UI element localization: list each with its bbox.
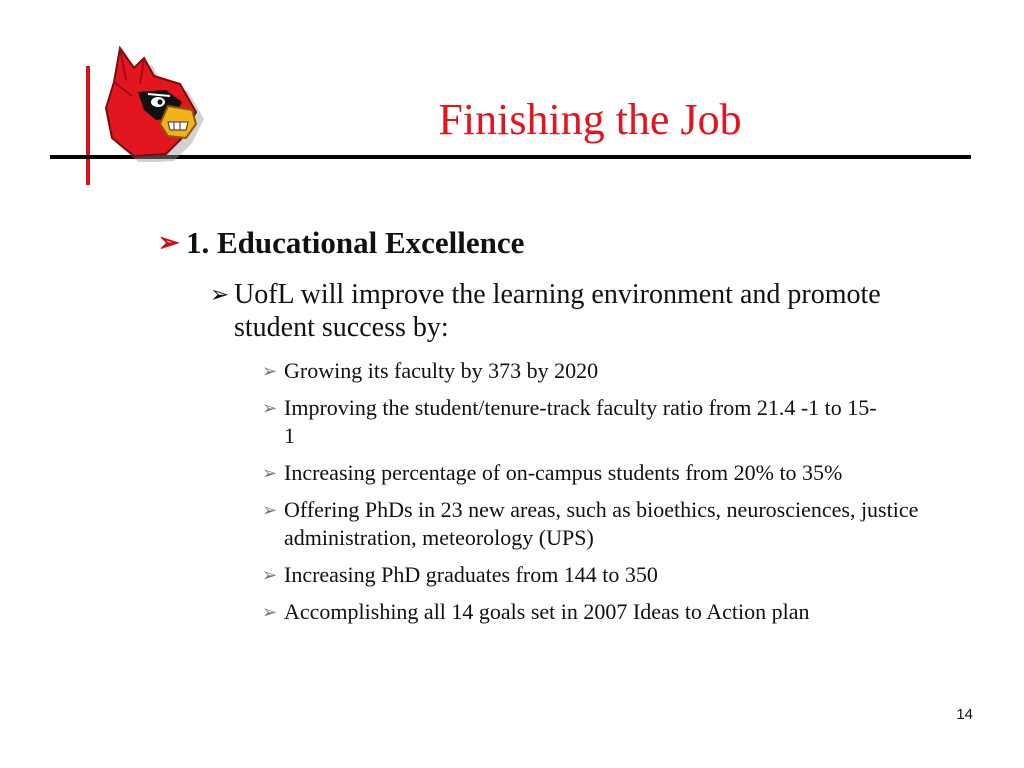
arrow-bullet-icon: ➢ <box>262 361 278 381</box>
arrow-bullet-icon: ➢ <box>262 602 278 622</box>
list-item-text: Accomplishing all 14 goals set in 2007 Ideas to Action plan <box>284 599 810 624</box>
page-number: 14 <box>956 706 973 723</box>
list-item-text: Offering PhDs in 23 new areas, such as bioethics, neurosciences, justice administration, meteorology (UPS) <box>284 497 919 550</box>
list-item <box>262 496 962 552</box>
arrow-bullet-icon: ➢ <box>210 282 230 307</box>
vertical-accent-rule <box>86 66 90 185</box>
list-item-text: Increasing percentage of on-campus students from 20% to 35% <box>284 460 843 485</box>
list-item-text: Improving the student/tenure-track faculty ratio from 21.4 -1 to 15-1 <box>284 395 877 448</box>
arrow-bullet-icon: ➢ <box>262 565 278 585</box>
cardinal-bird-logo-icon <box>96 40 206 162</box>
outline-level3-list <box>262 357 962 635</box>
arrow-bullet-icon: ➢ <box>158 228 180 257</box>
outline-level1-item <box>158 224 524 262</box>
list-item <box>262 394 962 450</box>
list-item <box>262 459 962 487</box>
level1-text: 1. Educational Excellence <box>186 225 525 260</box>
arrow-bullet-icon: ➢ <box>262 500 278 520</box>
level2-text: UofL will improve the learning environment and promote student success by: <box>234 279 881 343</box>
list-item-text: Increasing PhD graduates from 144 to 350 <box>284 562 658 587</box>
outline-level2-item <box>210 278 910 344</box>
arrow-bullet-icon: ➢ <box>262 463 278 483</box>
arrow-bullet-icon: ➢ <box>262 398 278 418</box>
list-item <box>262 357 962 385</box>
list-item-text: Growing its faculty by 373 by 2020 <box>284 358 599 383</box>
slide-title: Finishing the Job <box>438 95 742 144</box>
list-item <box>262 598 962 626</box>
list-item <box>262 561 962 589</box>
